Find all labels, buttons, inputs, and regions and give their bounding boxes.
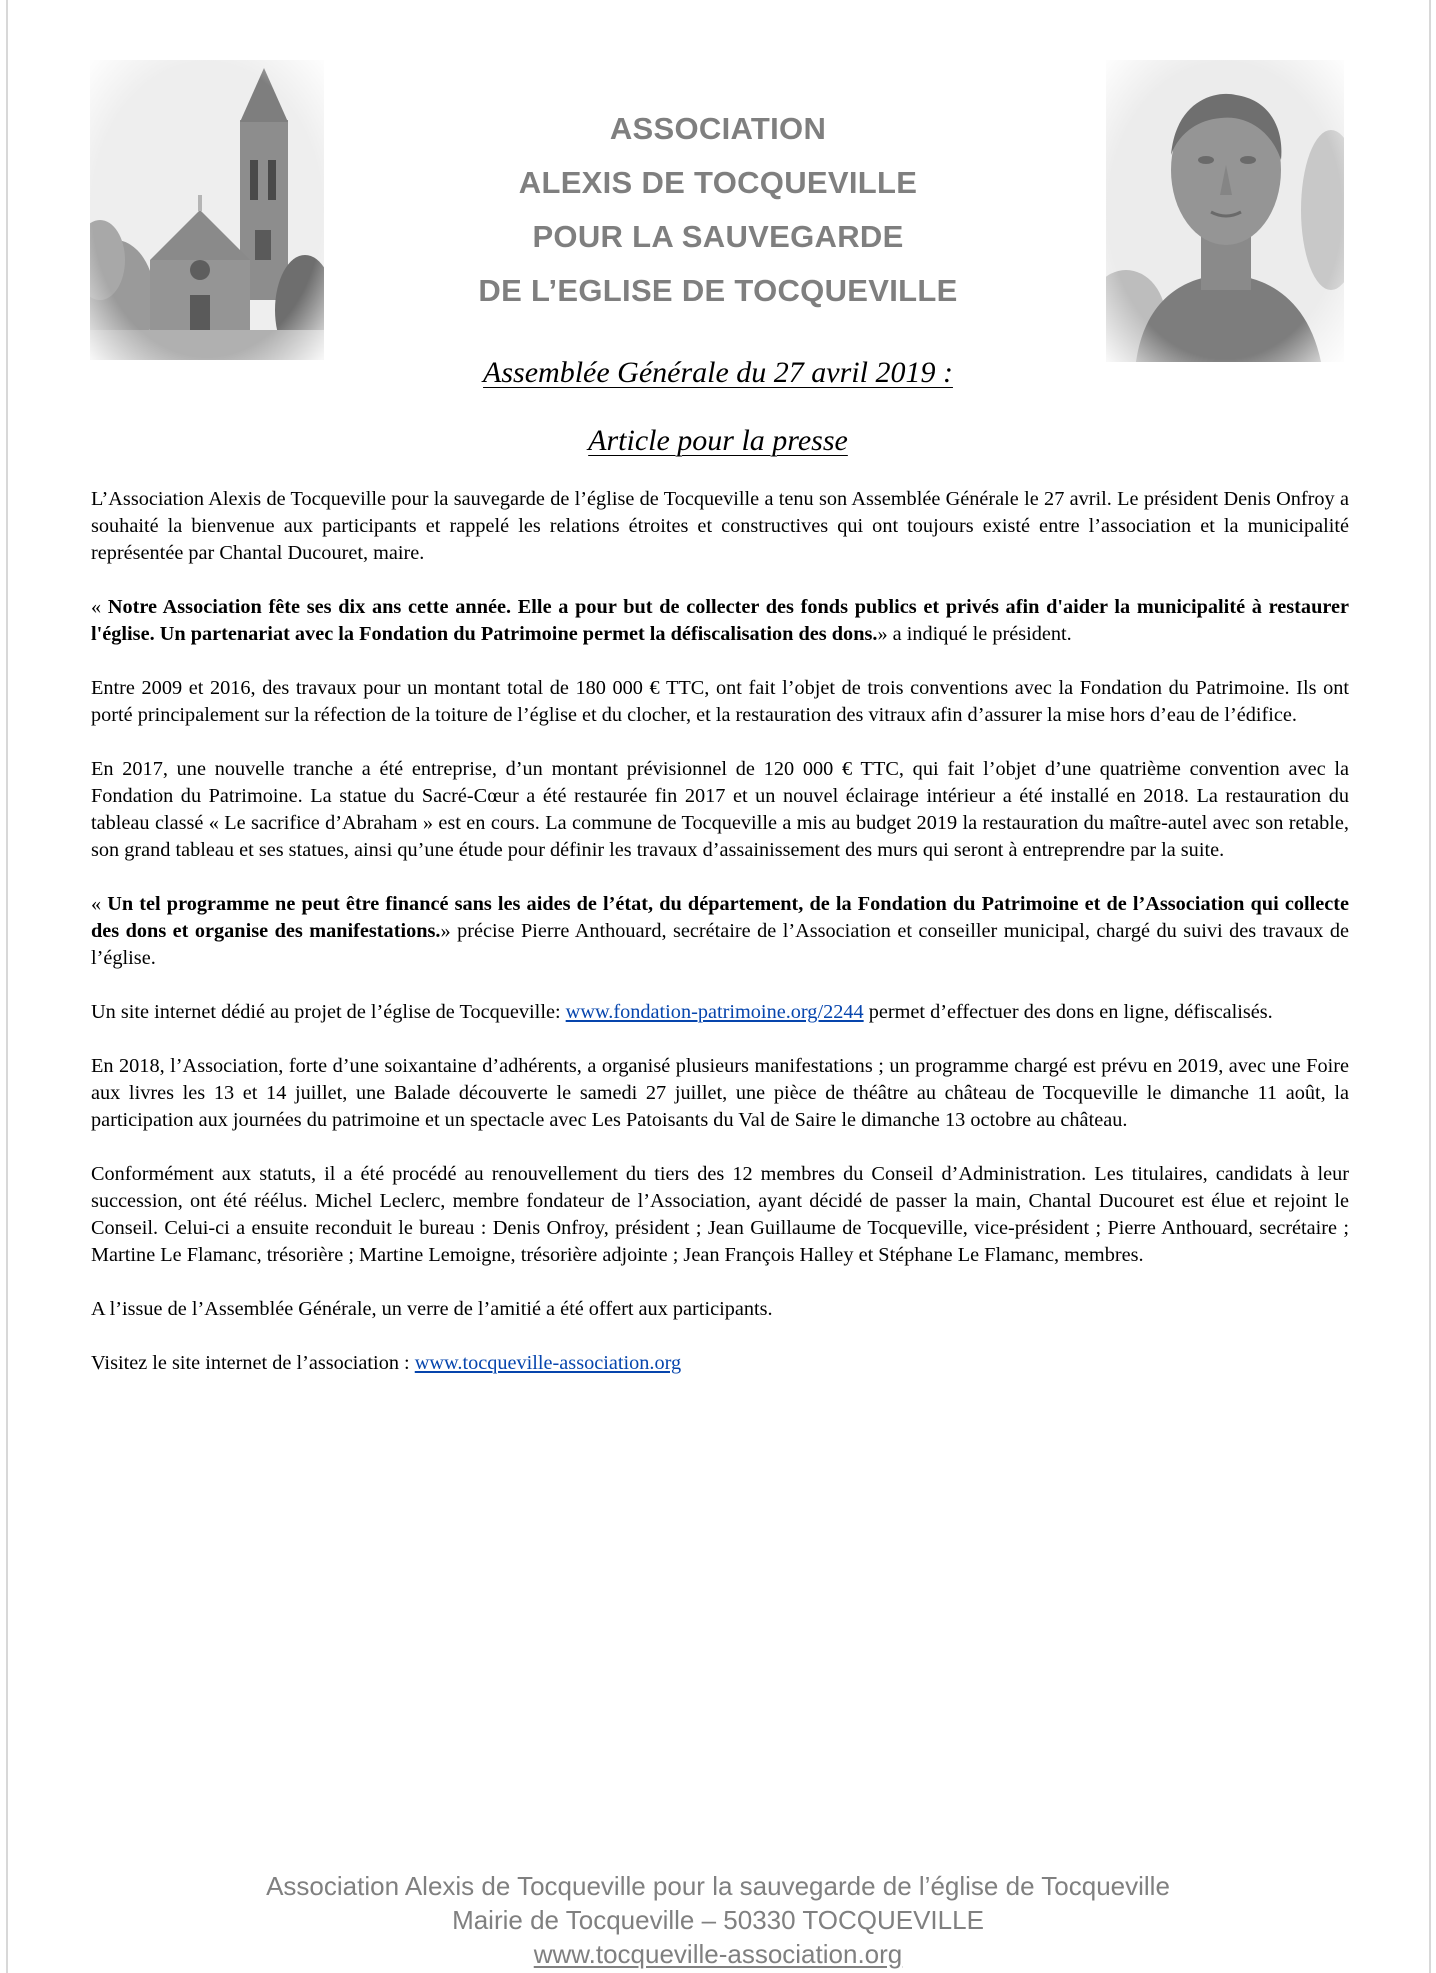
footer-association-name: Association Alexis de Tocqueville pour la sauvegarde de l’église de Tocqueville: [266, 1871, 1170, 1901]
quote-bold: Un tel programme ne peut être financé sans les aides de l’état, du département, de la Fondation du Patrimoine et de l’Association qui collecte des dons et organise des manifestations.: [91, 893, 1349, 942]
document-header: [0, 0, 1436, 370]
paragraph-intro: L’Association Alexis de Tocqueville pour la sauvegarde de l’église de Tocqueville a tenu son Assemblée Générale le 27 avril. Le président Denis Onfroy a souhaité la bienvenue aux participants et rappelé les relations étroites et constructives qui ont toujours existé entre l’association et la municipalité représentée par Chantal Ducouret, maire.: [91, 488, 1349, 564]
paragraph-works-2009-2016: Entre 2009 et 2016, des travaux pour un montant total de 180 000 € TTC, ont fait l’objet de trois conventions avec la Fondation du Patrimoine. Ils ont porté principalement sur la réfection de la toiture de l’église et du clocher, et la restauration des vitraux afin d’assurer la mise hors d’eau de l’édifice.: [91, 677, 1349, 726]
quote-rest: » a indiqué le président.: [877, 623, 1072, 645]
footer-address: Mairie de Tocqueville – 50330 TOCQUEVILLE: [452, 1905, 984, 1935]
title-line-3: POUR LA SAUVEGARDE: [532, 219, 904, 254]
paragraph-quote-president: [91, 594, 1349, 648]
paragraph-works-2017: En 2017, une nouvelle tranche a été entreprise, d’un montant prévisionnel de 120 000 € TTC, qui fait l’objet d’une quatrième convention avec la Fondation du Patrimoine. La statue du Sacré-Cœur a été restaurée fin 2017 et un nouvel éclairage intérieur a été installé en 2018. La restauration du tableau classé « Le sacrifice d’Abraham » est en cours. La commune de Tocqueville a mis au budget 2019 la restauration du maître-autel avec son retable, son grand tableau et ses statues, ainsi qu’une étude pour définir les travaux d’assainissement des murs qui seront à entreprendre par la suite.: [91, 758, 1349, 861]
donation-text-before: Un site internet dédié au projet de l’église de Tocqueville:: [91, 1001, 566, 1023]
quote-open: «: [91, 893, 108, 915]
paragraph-council: Conformément aux statuts, il a été procédé au renouvellement du tiers des 12 membres du Conseil d’Administration. Les titulaires, candidats à leur succession, ont été réélus. Michel Leclerc, membre fondateur de l’Association, ayant décidé de passer la main, Chantal Ducouret est élue et rejoint le Conseil. Celui-ci a ensuite reconduit le bureau : Denis Onfroy, président ; Jean Guillaume de Tocqueville, vice-président ; Pierre Anthouard, secrétaire ; Martine Le Flamanc, trésorière ; Martine Lemoigne, trésorière adjointe ; Jean François Halley et Stéphane Le Flamanc, membres.: [91, 1163, 1349, 1266]
title-line-1: ASSOCIATION: [609, 111, 827, 146]
visit-text: Visitez le site internet de l’association :: [91, 1352, 415, 1374]
fondation-patrimoine-link[interactable]: www.fondation-patrimoine.org/2244: [565, 1001, 864, 1023]
paragraph-quote-secretary: [91, 891, 1349, 972]
association-website-link[interactable]: www.tocqueville-association.org: [414, 1352, 682, 1374]
document-footer: [0, 1869, 1436, 1971]
document-subtitle-press: Article pour la presse: [588, 424, 848, 457]
quote-bold: Notre Association fête ses dix ans cette année. Elle a pour but de collecter des fonds publics et privés afin d'aider la municipalité à restaurer l'église. Un partenariat avec la Fondation du Patrimoine permet la défiscalisation des dons.: [91, 596, 1349, 645]
paragraph-closing: A l’issue de l’Assemblée Générale, un verre de l’amitié a été offert aux participants.: [91, 1298, 773, 1320]
title-line-2: ALEXIS DE TOCQUEVILLE: [518, 165, 918, 200]
quote-open: «: [91, 596, 108, 618]
footer-website-link[interactable]: www.tocqueville-association.org: [533, 1939, 903, 1969]
title-line-4: DE L’EGLISE DE TOCQUEVILLE: [478, 273, 958, 308]
donation-text-after: permet d’effectuer des dons en ligne, défiscalisés.: [863, 1001, 1273, 1023]
church-photo: [90, 60, 324, 360]
article-body: [91, 486, 1349, 1404]
association-title: [400, 102, 1036, 318]
paragraph-events: En 2018, l’Association, forte d’une soixantaine d’adhérents, a organisé plusieurs manifestations ; un programme chargé est prévu en 2019, avec une Foire aux livres les 13 et 14 juillet, une Balade découverte le samedi 27 juillet, une pièce de théâtre au château de Tocqueville le dimanche 11 août, la participation aux journées du patrimoine et un spectacle avec Les Patoisants du Val de Saire le dimanche 13 octobre au château.: [91, 1055, 1349, 1131]
paragraph-visit-site: [91, 1350, 1349, 1377]
document-subtitle: Assemblée Générale du 27 avril 2019 :: [483, 356, 953, 389]
bust-photo: [1106, 60, 1344, 362]
paragraph-donation-site: [91, 999, 1349, 1026]
quote-rest: » précise Pierre Anthouard, secrétaire de l’Association et conseiller municipal, chargé du suivi des travaux de l’église.: [91, 920, 1350, 969]
